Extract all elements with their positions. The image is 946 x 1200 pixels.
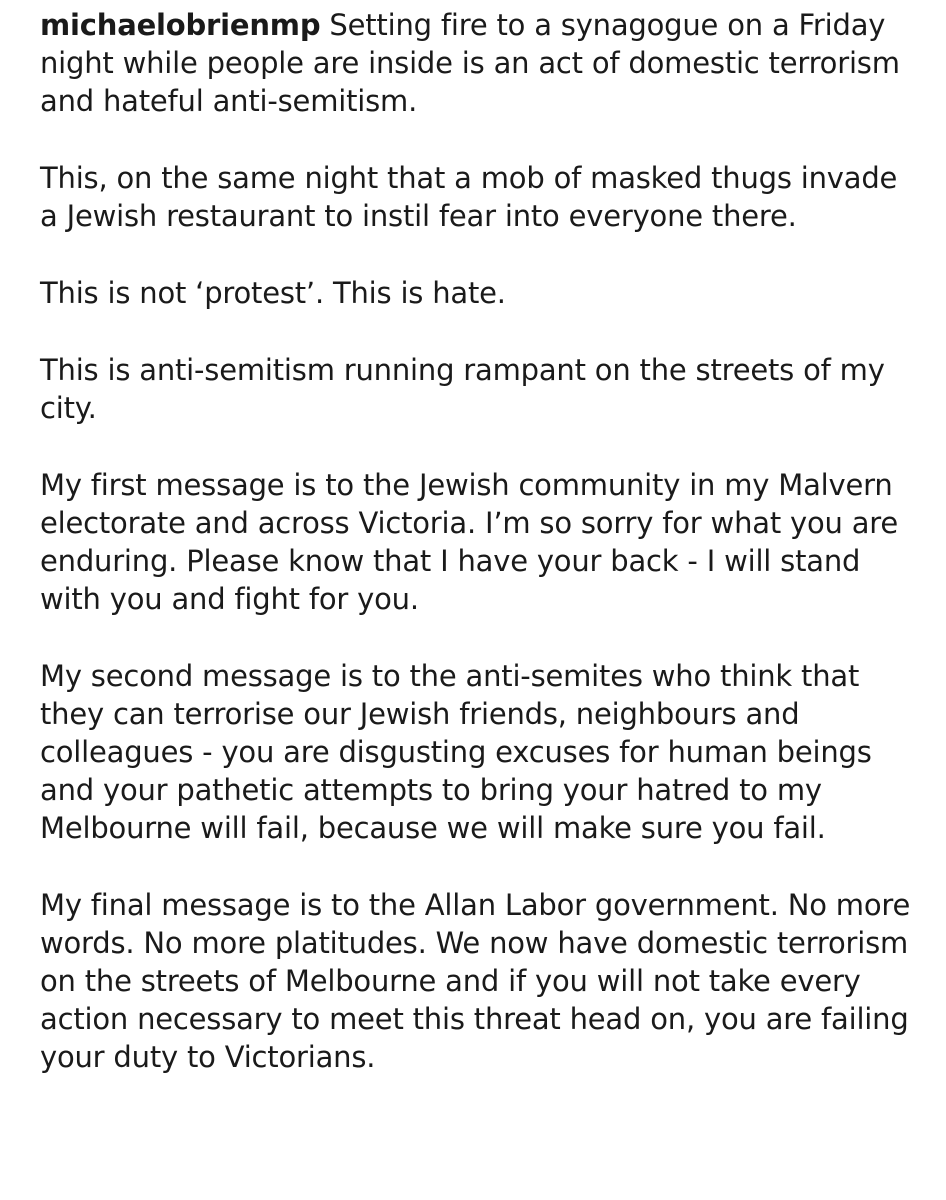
caption-paragraph-4: This is anti-semitism running rampant on the streets of my city. — [40, 353, 885, 425]
caption-paragraph-2: This, on the same night that a mob of masked thugs invade a Jewish restaurant to instil fear into everyone there. — [40, 161, 898, 233]
username-link[interactable]: michaelobrienmp — [40, 8, 321, 42]
caption-paragraph-3: This is not ‘protest’. This is hate. — [40, 276, 506, 310]
caption-paragraph-5: My first message is to the Jewish community in my Malvern electorate and across Victoria. I’m so sorry for what you are enduring. Please know that I have your back - I will stand with you and fight for you. — [40, 468, 899, 616]
caption-text: Setting fire to a synagogue on a Friday night while people are inside is an act of domestic terrorism and hateful anti-semitism. — [40, 8, 900, 118]
post-caption — [40, 6, 920, 1076]
caption-paragraph-6: My second message is to the anti-semites who think that they can terrorise our Jewish friends, neighbours and colleagues - you are disgusting excuses for human beings and your pathetic attempts to bring your hatred to my Melbourne will fail, because we will make sure you fail. — [40, 659, 872, 845]
caption-paragraph-7: My final message is to the Allan Labor government. No more words. No more platitudes. We now have domestic terrorism on the streets of Melbourne and if you will not take every action necessary to meet this threat head on, you are failing your duty to Victorians. — [40, 888, 911, 1074]
caption-paragraph-1 — [40, 6, 920, 120]
